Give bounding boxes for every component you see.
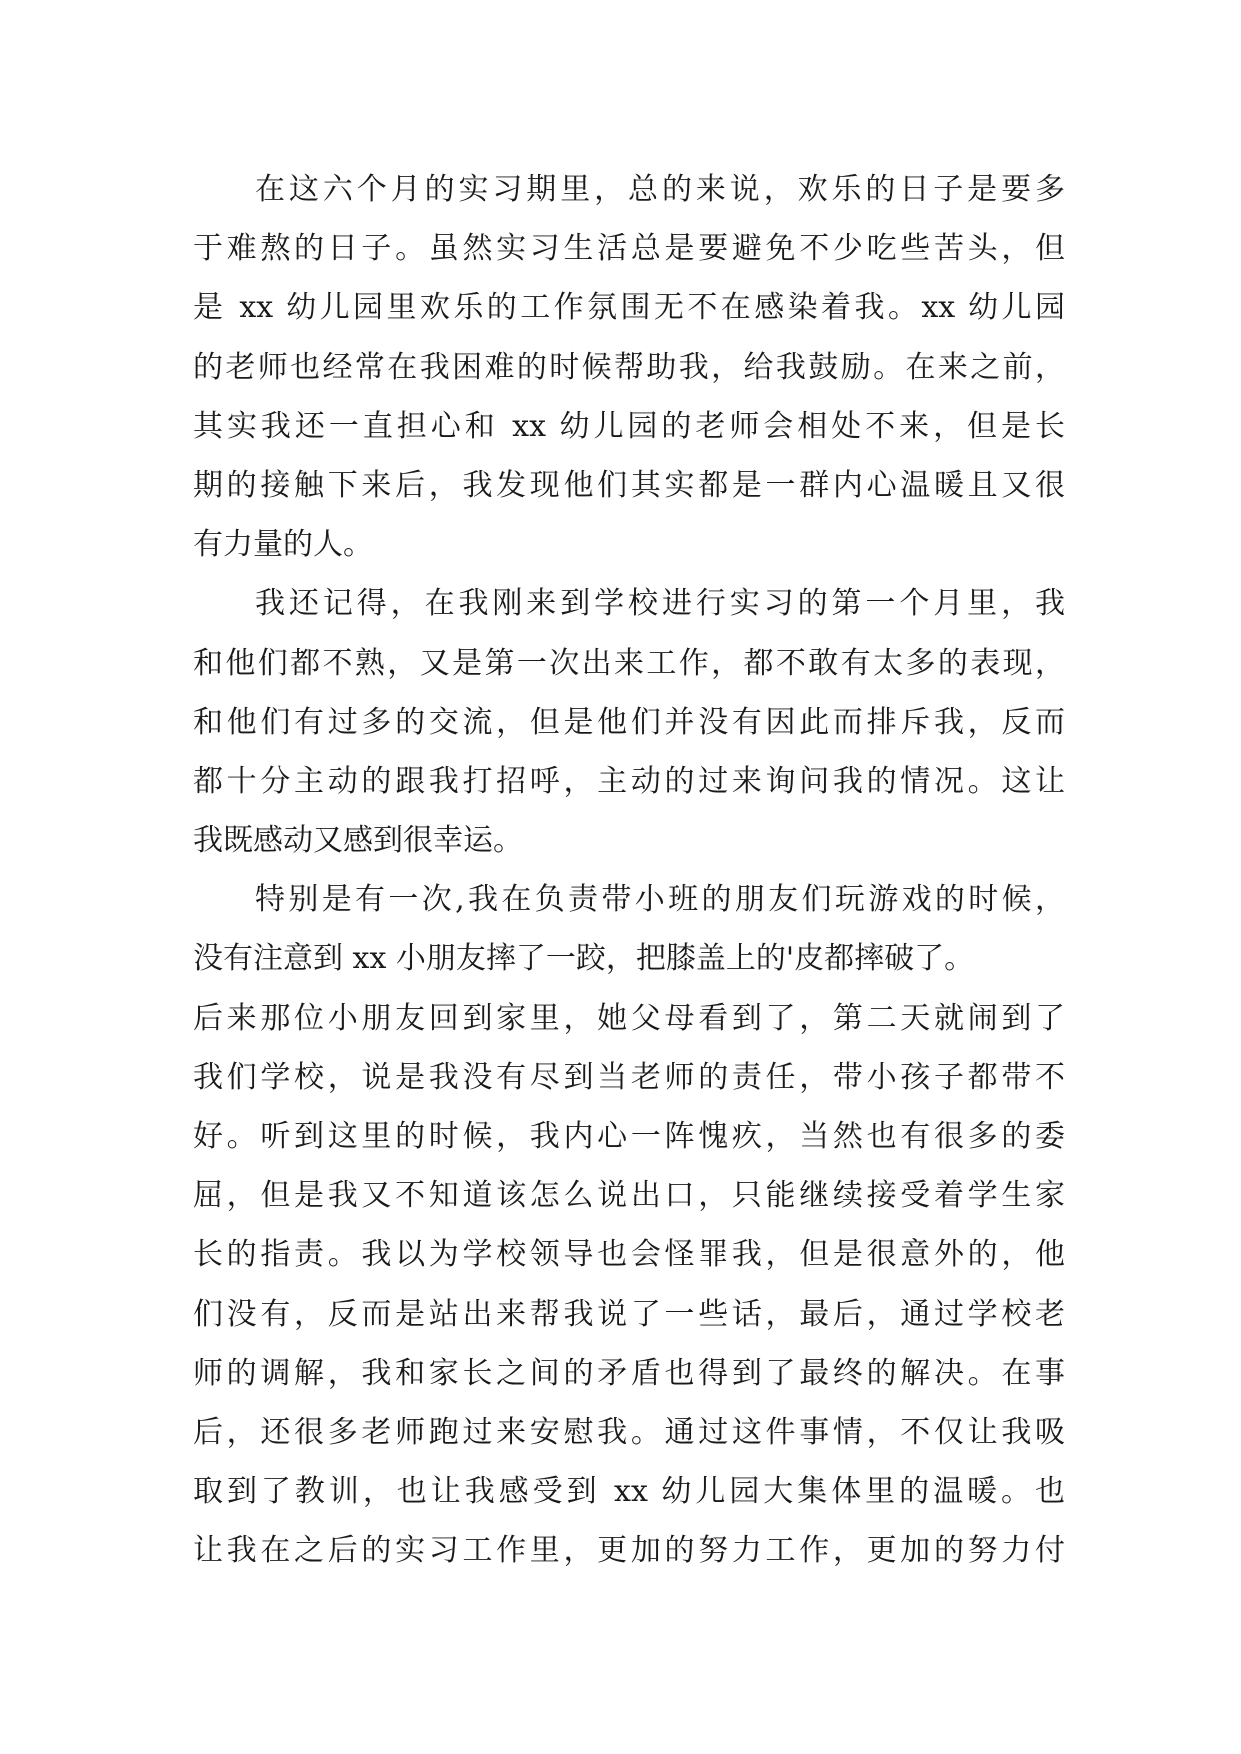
text-line: 后来那位小朋友回到家里，她父母看到了，第二天就闹到了 (193, 1000, 1065, 1036)
text-line: 是 xx 幼儿园里欢乐的工作氛围无不在感染着我。xx 幼儿园 (193, 290, 1065, 326)
text-line: 其实我还一直担心和 xx 幼儿园的老师会相处不来，但是长 (193, 408, 1065, 444)
document-body (193, 160, 1065, 1581)
text-line: 没有注意到 xx 小朋友摔了一跤，把膝盖上的'皮都摔破了。 (193, 941, 975, 977)
text-line: 让我在之后的实习工作里，更加的努力工作，更加的努力付 (193, 1533, 1065, 1569)
paragraph-1 (193, 160, 1065, 574)
text-line: 和他们有过多的交流，但是他们并没有因此而排斥我，反而 (193, 704, 1065, 740)
text-line: 好。听到这里的时候，我内心一阵愧疚，当然也有很多的委 (193, 1119, 1065, 1154)
text-line: 我既感动又感到很幸运。 (193, 823, 523, 859)
text-line: 的老师也经常在我困难的时候帮助我，给我鼓励。在来之前， (193, 349, 1065, 385)
text-line: 后，还很多老师跑过来安慰我。通过这件事情，不仅让我吸 (193, 1414, 1065, 1450)
text-line: 屈，但是我又不知道该怎么说出口，只能继续接受着学生家 (193, 1178, 1065, 1214)
text-line: 都十分主动的跟我打招呼，主动的过来询问我的情况。这让 (193, 763, 1065, 799)
text-line: 取到了教训，也让我感受到 xx 幼儿园大集体里的温暖。也 (193, 1474, 1065, 1510)
text-line: 我还记得，在我刚来到学校进行实习的第一个月里，我 (255, 586, 1065, 622)
text-line: 们没有，反而是站出来帮我说了一些话，最后，通过学校老 (193, 1296, 1065, 1332)
paragraph-3 (193, 870, 1065, 1580)
text-line: 特别是有一次,我在负责带小班的朋友们玩游戏的时候， (255, 882, 1065, 918)
paragraph-2 (193, 574, 1065, 870)
text-line: 长的指责。我以为学校领导也会怪罪我，但是很意外的，他 (193, 1237, 1065, 1273)
text-line: 在这六个月的实习期里，总的来说，欢乐的日子是要多 (255, 172, 1065, 207)
text-line: 期的接触下来后，我发现他们其实都是一群内心温暖且又很 (193, 467, 1065, 503)
text-line: 师的调解，我和家长之间的矛盾也得到了最终的解决。在事 (193, 1355, 1065, 1391)
text-line: 有力量的人。 (193, 527, 373, 563)
text-line: 和他们都不熟，又是第一次出来工作，都不敢有太多的表现， (193, 645, 1065, 681)
text-line: 于难熬的日子。虽然实习生活总是要避免不少吃些苦头，但 (193, 231, 1065, 267)
text-line: 我们学校，说是我没有尽到当老师的责任，带小孩子都带不 (193, 1059, 1065, 1095)
